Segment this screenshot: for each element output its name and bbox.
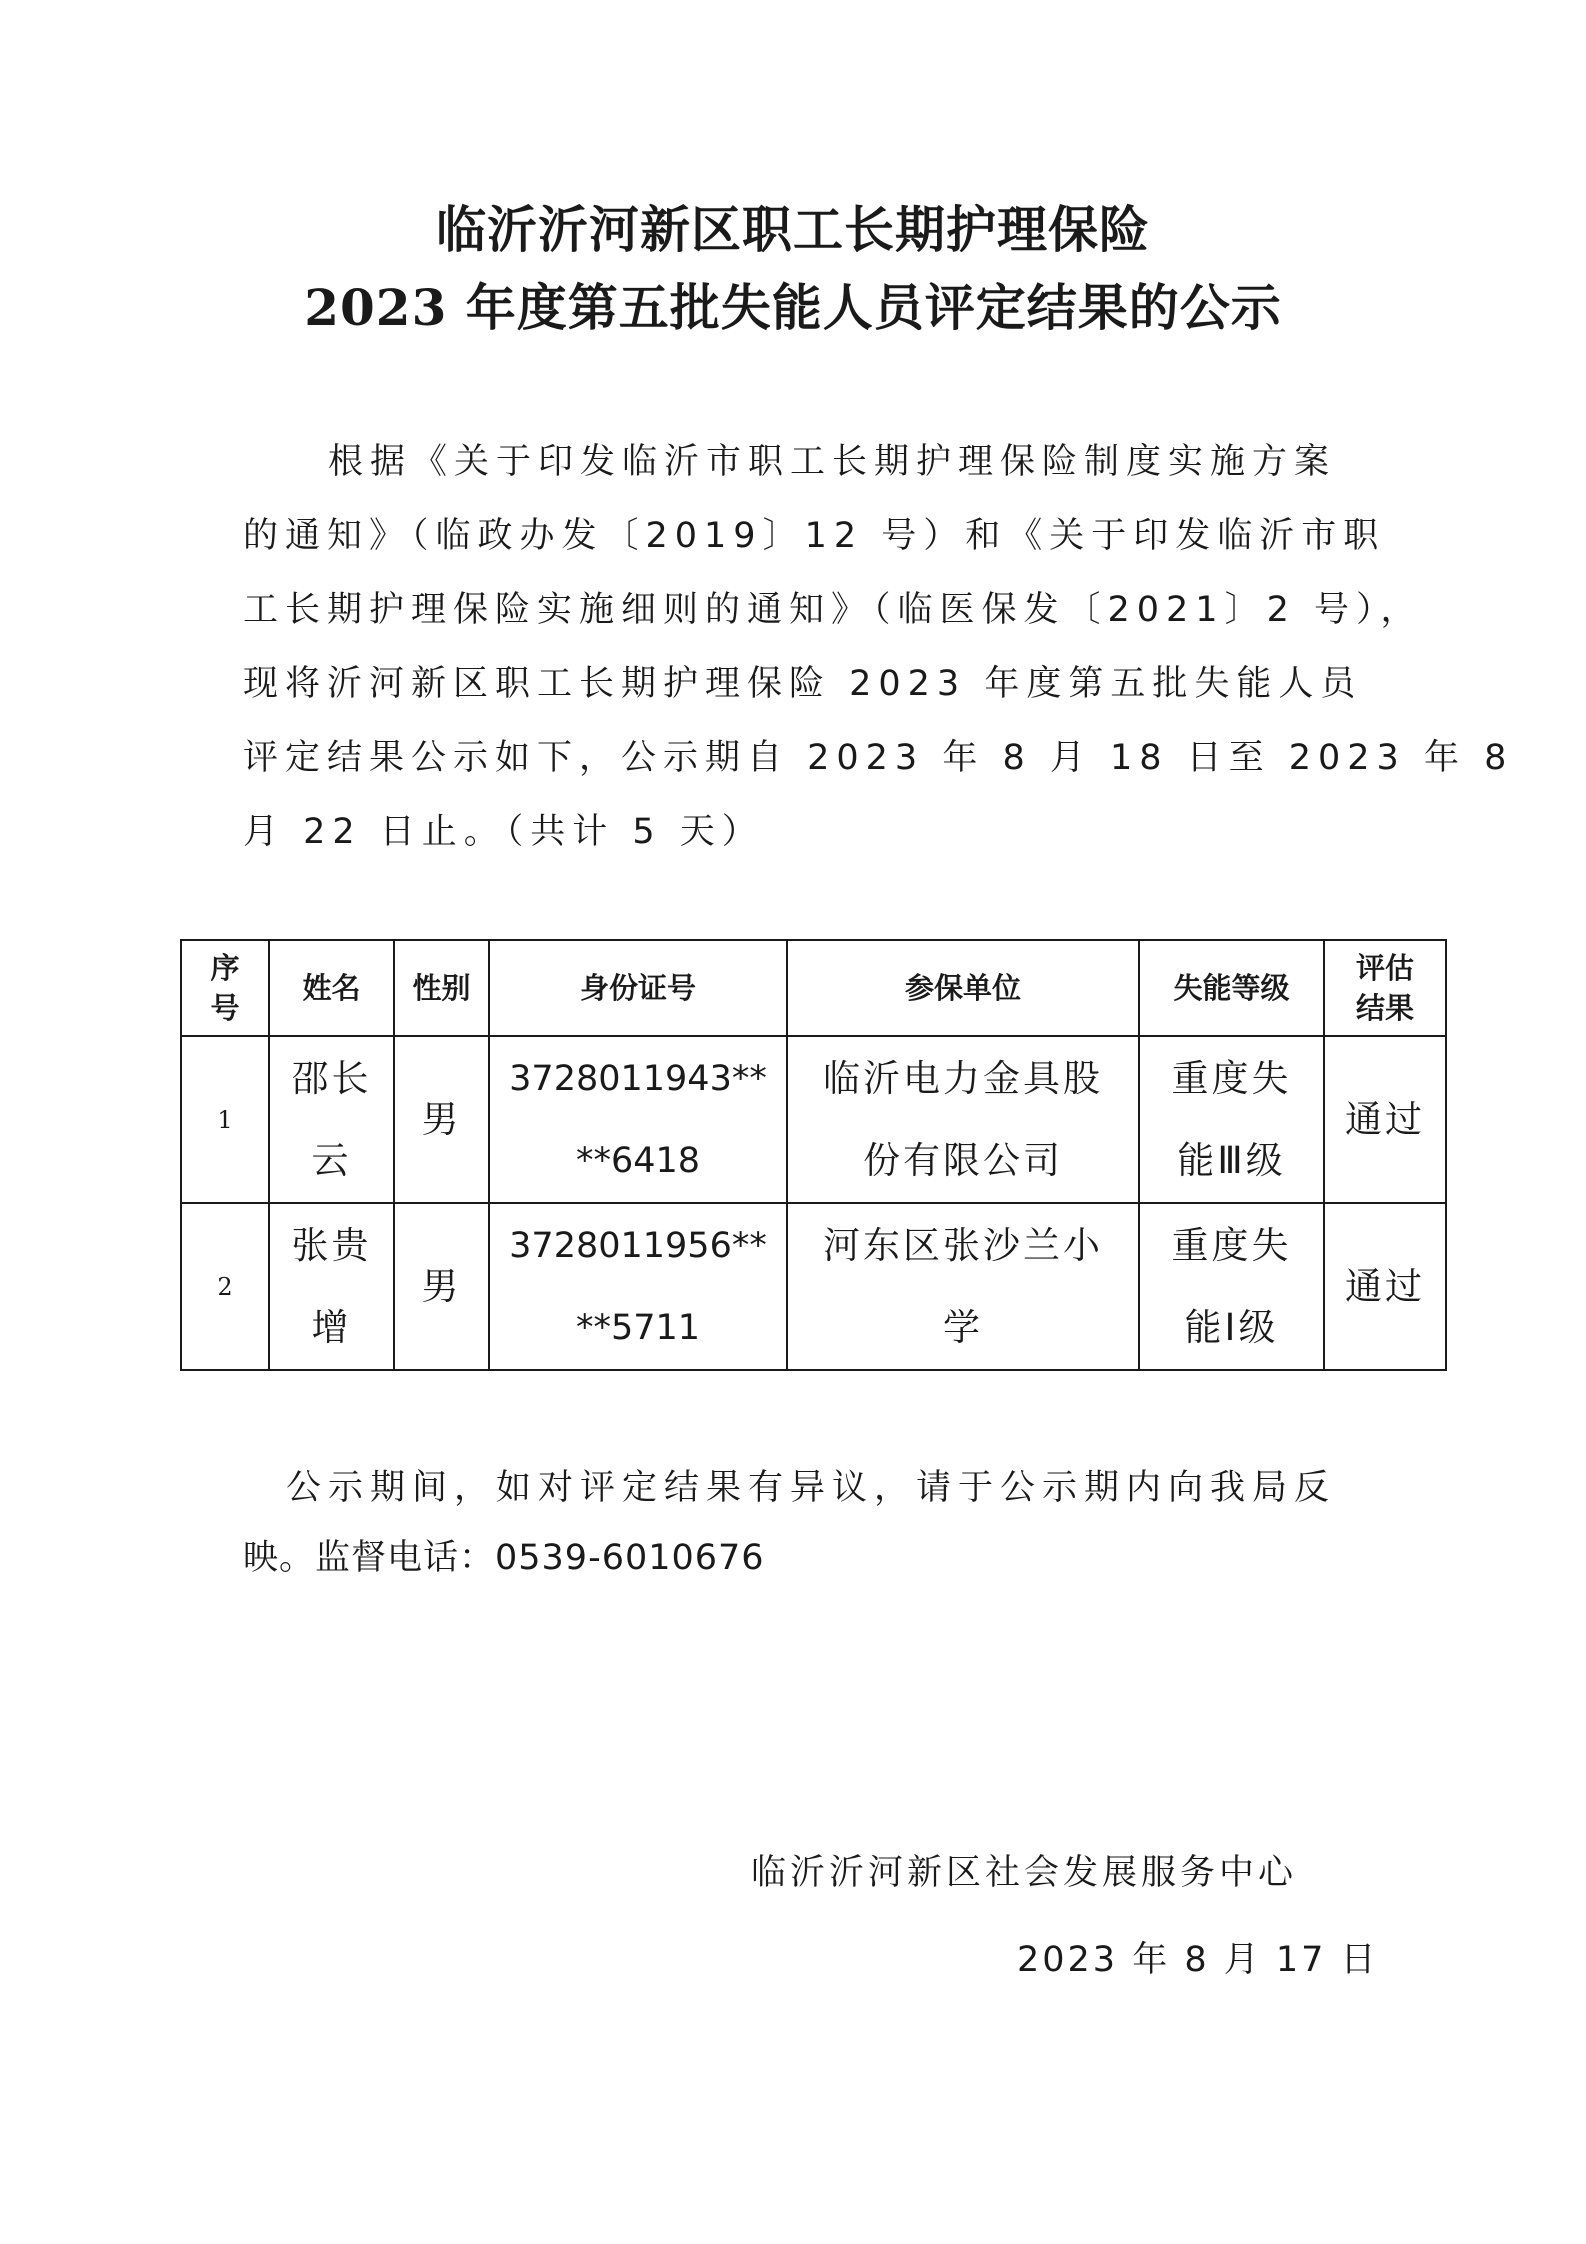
cell-level-line: 重度失 bbox=[1171, 1223, 1292, 1267]
header-seq-line: 号 bbox=[210, 991, 240, 1025]
intro-line: 现将沂河新区职工长期护理保险 2023 年度第五批失能人员 bbox=[243, 664, 1363, 704]
cell-gender: 男 bbox=[394, 1036, 489, 1203]
header-id-number: 身份证号 bbox=[489, 940, 787, 1036]
signature-organization: 临沂沂河新区社会发展服务中心 bbox=[751, 1853, 1298, 1893]
assessment-results-table bbox=[180, 939, 1447, 1371]
cell-seq: 1 bbox=[181, 1036, 269, 1203]
cell-id-line: **5711 bbox=[575, 1307, 701, 1348]
header-result-line: 评估 bbox=[1355, 951, 1414, 985]
cell-level-line: 重度失 bbox=[1171, 1056, 1292, 1100]
cell-insured-unit bbox=[787, 1203, 1139, 1370]
header-disability-level: 失能等级 bbox=[1139, 940, 1324, 1036]
cell-id-line: 3728011943** bbox=[509, 1058, 767, 1099]
cell-name-line: 张贵 bbox=[291, 1223, 372, 1267]
cell-unit-line: 河东区张沙兰小 bbox=[823, 1223, 1103, 1267]
table-row bbox=[181, 1203, 1446, 1370]
document-title-line-2: 2023 年度第五批失能人员评定结果的公示 bbox=[304, 278, 1282, 337]
cell-id-number bbox=[489, 1036, 787, 1203]
header-result bbox=[1324, 940, 1446, 1036]
cell-id-line: **6418 bbox=[575, 1140, 701, 1181]
cell-result: 通过 bbox=[1324, 1036, 1446, 1203]
intro-line: 工长期护理保险实施细则的通知》（临医保发〔2021〕2 号）， bbox=[243, 590, 1423, 630]
cell-unit-line: 临沂电力金具股 bbox=[823, 1056, 1103, 1100]
cell-unit-line: 学 bbox=[943, 1305, 983, 1349]
header-result-line: 结果 bbox=[1355, 991, 1414, 1025]
table-header-row bbox=[181, 940, 1446, 1036]
cell-name bbox=[269, 1203, 394, 1370]
table-row bbox=[181, 1036, 1446, 1203]
cell-id-line: 3728011956** bbox=[509, 1225, 767, 1266]
notice-line: 公示期间，如对评定结果有异议，请于公示期内向我局反 bbox=[286, 1468, 1337, 1508]
header-gender: 性别 bbox=[394, 940, 489, 1036]
intro-line: 的通知》（临政办发〔2019〕12 号）和《关于印发临沂市职 bbox=[243, 516, 1386, 556]
cell-id-number bbox=[489, 1203, 787, 1370]
cell-seq: 2 bbox=[181, 1203, 269, 1370]
signature-date: 2023 年 8 月 17 日 bbox=[1017, 1940, 1379, 1980]
header-name: 姓名 bbox=[269, 940, 394, 1036]
document-title-line-1: 临沂沂河新区职工长期护理保险 bbox=[436, 200, 1150, 259]
cell-name-line: 邵长 bbox=[291, 1056, 372, 1100]
cell-name-line: 云 bbox=[311, 1138, 352, 1182]
header-seq-line: 序 bbox=[210, 951, 240, 985]
cell-unit-line: 份有限公司 bbox=[863, 1138, 1063, 1182]
header-seq bbox=[181, 940, 269, 1036]
cell-disability-level bbox=[1139, 1203, 1324, 1370]
cell-level-line: 能Ⅰ级 bbox=[1184, 1305, 1279, 1349]
cell-result: 通过 bbox=[1324, 1203, 1446, 1370]
cell-level-line: 能Ⅲ级 bbox=[1177, 1138, 1286, 1182]
cell-disability-level bbox=[1139, 1036, 1324, 1203]
cell-name bbox=[269, 1036, 394, 1203]
cell-name-line: 增 bbox=[311, 1305, 352, 1349]
header-insured-unit: 参保单位 bbox=[787, 940, 1139, 1036]
intro-line: 评定结果公示如下，公示期自 2023 年 8 月 18 日至 2023 年 8 bbox=[243, 738, 1514, 778]
intro-line: 根据《关于印发临沂市职工长期护理保险制度实施方案 bbox=[328, 442, 1337, 482]
cell-insured-unit bbox=[787, 1036, 1139, 1203]
intro-line: 月 22 日止。（共计 5 天） bbox=[243, 812, 764, 852]
notice-line: 映。监督电话：0539-6010676 bbox=[243, 1538, 765, 1578]
cell-gender: 男 bbox=[394, 1203, 489, 1370]
